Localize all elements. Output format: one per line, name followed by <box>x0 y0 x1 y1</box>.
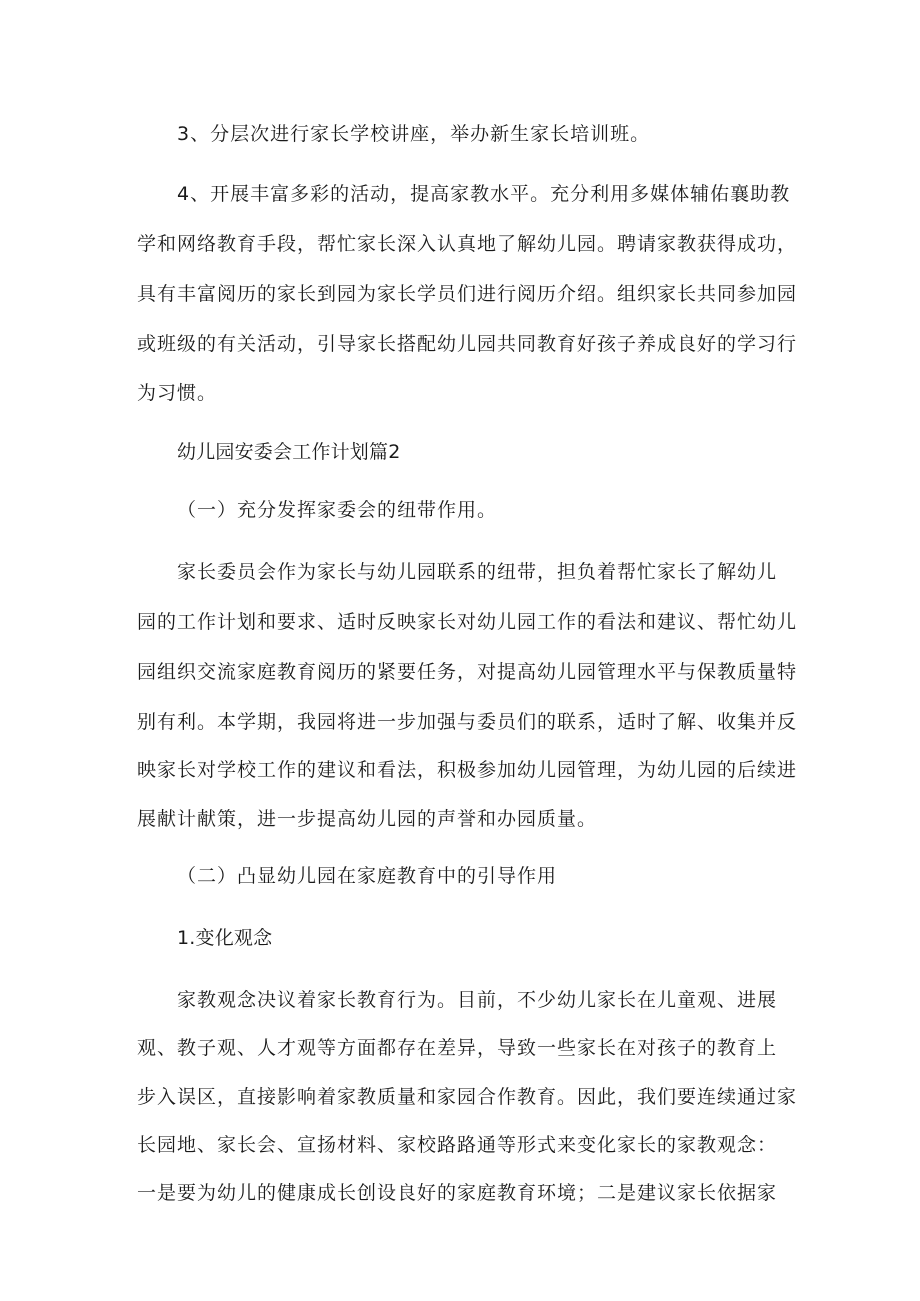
committee-paragraph-line-1: 家长委员会作为家长与幼儿园联系的纽带，担负着帮忙家长了解幼儿 <box>177 561 778 583</box>
committee-paragraph-line-4: 别有利。本学期，我园将进一步加强与委员们的联系，适时了解、收集并反 <box>137 711 798 733</box>
concept-paragraph-line-2: 观、教子观、人才观等方面都存在差异，导致一些家长在对孩子的教育上 <box>137 1037 778 1059</box>
paragraph-item-4-line-4: 或班级的有关活动，引导家长搭配幼儿园共同教育好孩子养成良好的学习行 <box>137 333 798 355</box>
concept-paragraph-line-3: 步入误区，直接影响着家教质量和家园合作教育。因此，我们要连续通过家 <box>137 1086 798 1108</box>
committee-paragraph-line-5: 映家长对学校工作的建议和看法，积极参加幼儿园管理，为幼儿园的后续进 <box>137 759 798 781</box>
section-title: 幼儿园安委会工作计划篇2 <box>177 441 401 463</box>
concept-paragraph-line-4: 长园地、家长会、宣扬材料、家校路路通等形式来变化家长的家教观念： <box>137 1134 778 1156</box>
committee-paragraph-line-3: 园组织交流家庭教育阅历的紧要任务，对提高幼儿园管理水平与保教质量特 <box>137 661 798 683</box>
heading-two: （二）凸显幼儿园在家庭教育中的引导作用 <box>177 865 558 887</box>
paragraph-item-4-line-3: 具有丰富阅历的家长到园为家长学员们进行阅历介绍。组织家长共同参加园 <box>137 283 798 305</box>
committee-paragraph-line-6: 展献计献策，进一步提高幼儿园的声誉和办园质量。 <box>137 808 598 830</box>
sub-heading-one: 1.变化观念 <box>177 927 273 949</box>
paragraph-item-4-line-5: 为习惯。 <box>137 382 218 404</box>
concept-paragraph-line-1: 家教观念决议着家长教育行为。目前，不少幼儿家长在儿童观、进展 <box>177 989 778 1011</box>
paragraph-item-4-line-1: 4、开展丰富多彩的活动，提高家教水平。充分利用多媒体辅佑襄助教 <box>177 183 791 205</box>
heading-one: （一）充分发挥家委会的纽带作用。 <box>177 499 498 521</box>
concept-paragraph-line-5: 一是要为幼儿的健康成长创设良好的家庭教育环境；二是建议家长依据家 <box>137 1182 778 1204</box>
committee-paragraph-line-2: 园的工作计划和要求、适时反映家长对幼儿园工作的看法和建议、帮忙幼儿 <box>137 611 798 633</box>
paragraph-item-4-line-2: 学和网络教育手段，帮忙家长深入认真地了解幼儿园。聘请家教获得成功， <box>137 233 798 255</box>
paragraph-item-3: 3、分层次进行家长学校讲座，举办新生家长培训班。 <box>177 123 651 145</box>
